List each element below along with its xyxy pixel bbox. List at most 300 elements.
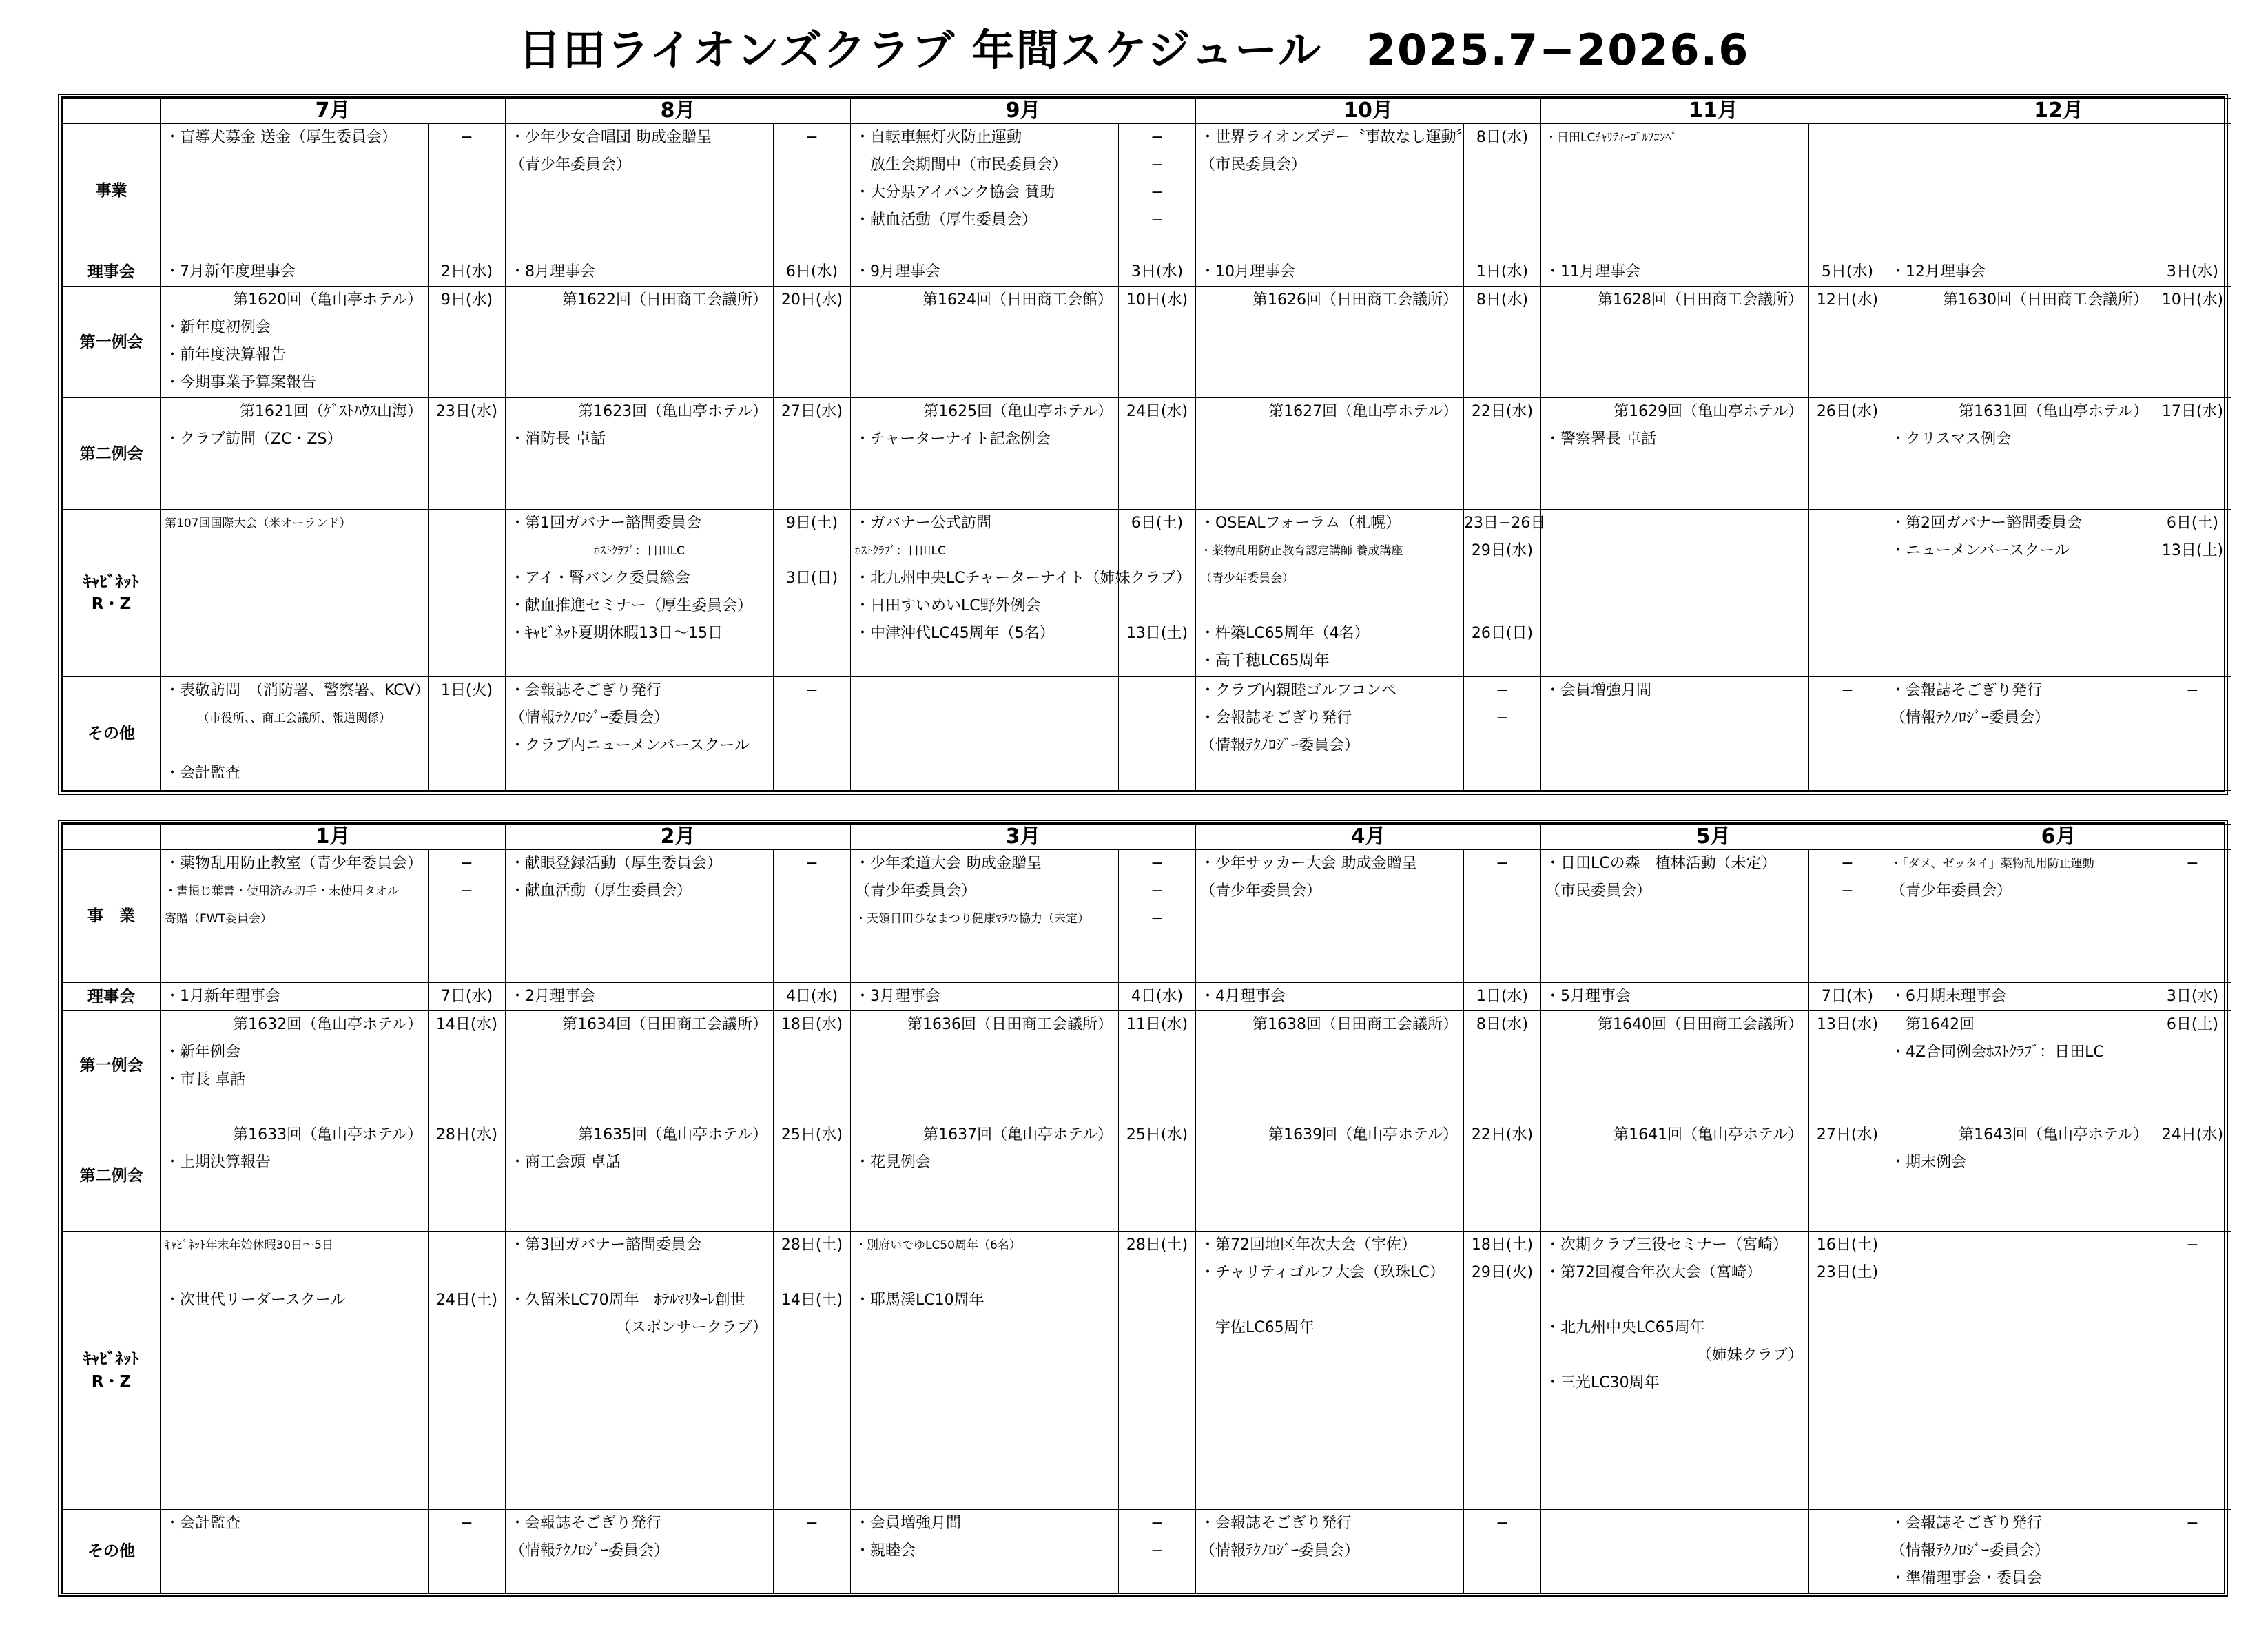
event-date: − xyxy=(805,855,818,872)
event-date xyxy=(429,1259,505,1287)
event-date xyxy=(774,537,850,565)
month-header: 6月 xyxy=(1886,825,2231,850)
date-cell xyxy=(1119,509,1196,676)
event-cell xyxy=(506,258,774,286)
event-date: 9日(水) xyxy=(440,291,493,309)
month-header: 9月 xyxy=(851,99,1196,124)
date-cell xyxy=(1809,1121,1886,1232)
row-header-cabinet: ｷｬﾋﾞﾈｯﾄ R・Z xyxy=(63,509,161,676)
event-cell xyxy=(161,676,429,790)
event-line: ・8月理事会 xyxy=(510,262,595,280)
event-line: （スポンサークラブ） xyxy=(615,1319,767,1336)
event-line: 寄贈（FWT委員会） xyxy=(165,912,272,926)
date-cell xyxy=(1464,676,1541,790)
event-line: （青少年委員会） xyxy=(855,882,977,900)
date-cell xyxy=(1464,287,1541,398)
event-line: ・今期事業予算案報告 xyxy=(165,374,317,392)
event-date: 26日(日) xyxy=(1471,624,1534,642)
event-date: 24日(水) xyxy=(2161,1126,2224,1143)
row-header-reikai-2: 第二例会 xyxy=(63,398,161,509)
event-date: 24日(水) xyxy=(1126,403,1188,421)
event-cell xyxy=(1886,1510,2154,1593)
event-cell xyxy=(851,850,1119,983)
event-line: ・日田すいめいLC野外例会 xyxy=(855,597,1041,614)
event-line: ・新年例会 xyxy=(165,1044,241,1061)
date-cell xyxy=(1464,124,1541,258)
event-line: （情報ﾃｸﾉﾛｼﾞｰ委員会） xyxy=(510,1542,670,1559)
event-line: 第1623回（亀山亭ホテル） xyxy=(578,403,767,421)
date-cell xyxy=(774,983,851,1011)
date-cell xyxy=(1119,124,1196,258)
row-header-reikai-1: 第一例会 xyxy=(63,1011,161,1121)
date-cell xyxy=(1464,1121,1541,1232)
event-line: ・会員増強月間 xyxy=(855,1515,962,1532)
event-line: 第1634回（日田商工会議所） xyxy=(562,1016,767,1033)
event-date: 20日(水) xyxy=(781,291,843,309)
event-date: − xyxy=(2186,1515,2199,1532)
date-cell xyxy=(1119,1121,1196,1232)
event-date: 1日(水) xyxy=(1476,262,1529,280)
event-cell xyxy=(506,676,774,790)
event-line: （青少年委員会） xyxy=(510,156,632,174)
event-line: ・書損じ葉書・使用済み切手・未使用タオル xyxy=(165,884,399,898)
event-line: （情報ﾃｸﾉﾛｼﾞｰ委員会） xyxy=(1200,736,1360,754)
event-date: 7日(木) xyxy=(1821,988,1874,1005)
event-date: 10日(水) xyxy=(2161,291,2224,309)
date-cell xyxy=(1464,398,1541,509)
event-date: 7日(水) xyxy=(440,988,493,1005)
event-date: − xyxy=(1496,681,1509,699)
event-cell xyxy=(1886,983,2154,1011)
event-date: 22日(水) xyxy=(1471,403,1534,421)
event-line: ・準備理事会・委員会 xyxy=(1890,1570,2043,1587)
event-date: 25日(水) xyxy=(1126,1126,1188,1143)
date-cell xyxy=(1119,1232,1196,1510)
event-line: （情報ﾃｸﾉﾛｼﾞｰ委員会） xyxy=(1200,1542,1360,1559)
event-line xyxy=(851,1259,1118,1287)
event-date: − xyxy=(805,681,818,699)
date-cell xyxy=(1119,850,1196,983)
event-date: − xyxy=(1151,129,1164,147)
event-date: 11日(水) xyxy=(1126,1016,1188,1033)
event-date: 23日−26日 xyxy=(1464,514,1546,532)
event-date: − xyxy=(2186,681,2199,699)
month-header: 5月 xyxy=(1541,825,1886,850)
date-cell xyxy=(774,258,851,286)
event-line: ・薬物乱用防止教室（青少年委員会） xyxy=(165,855,423,872)
event-line: ・2月理事会 xyxy=(510,988,595,1005)
month-header: 8月 xyxy=(506,99,851,124)
event-cell xyxy=(851,258,1119,286)
event-cell xyxy=(1196,287,1464,398)
event-line xyxy=(161,1259,428,1287)
event-line: ・消防長 卓話 xyxy=(510,431,606,448)
event-date: − xyxy=(460,1515,473,1532)
event-line: ・日田LCの森 植林活動（未定） xyxy=(1545,855,1777,872)
event-line: ・アイ・腎バンク委員総会 xyxy=(510,569,690,587)
date-cell xyxy=(2154,509,2231,676)
event-line: ・12月理事会 xyxy=(1890,262,1986,280)
event-line: ・ニューメンバースクール xyxy=(1890,541,2070,559)
date-cell xyxy=(774,1510,851,1593)
event-date: − xyxy=(1151,882,1164,900)
date-cell xyxy=(2154,1510,2231,1593)
event-date: − xyxy=(1151,184,1164,202)
date-cell xyxy=(2154,983,2231,1011)
event-cell xyxy=(506,983,774,1011)
date-cell xyxy=(1119,287,1196,398)
event-date: − xyxy=(1496,709,1509,727)
event-date: 1日(火) xyxy=(440,681,493,699)
date-cell xyxy=(774,398,851,509)
event-date: 2日(水) xyxy=(440,262,493,280)
event-cell xyxy=(1196,1510,1464,1593)
event-line: ・会報誌そごぎり発行 xyxy=(1200,709,1352,727)
event-cell xyxy=(1196,1232,1464,1510)
month-header: 12月 xyxy=(1886,99,2231,124)
month-header: 11月 xyxy=(1541,99,1886,124)
event-line: ・4月理事会 xyxy=(1200,988,1286,1005)
date-cell xyxy=(1119,398,1196,509)
event-cell xyxy=(1196,850,1464,983)
event-line: 第1626回（日田商工会議所） xyxy=(1252,291,1458,309)
date-cell xyxy=(1809,983,1886,1011)
event-date: 29日(火) xyxy=(1471,1264,1534,1281)
event-line: ・ガバナー公式訪問 xyxy=(855,514,992,532)
event-line: 第1635回（亀山亭ホテル） xyxy=(578,1126,767,1143)
event-date: 17日(水) xyxy=(2161,403,2224,421)
event-cell xyxy=(161,850,429,983)
date-cell xyxy=(2154,258,2231,286)
event-date: − xyxy=(1841,681,1854,699)
event-cell xyxy=(1541,1011,1809,1121)
event-line: （姉妹クラブ） xyxy=(1696,1347,1803,1364)
event-date: − xyxy=(805,1515,818,1532)
event-line: ・世界ライオンズデー〝事故なし運動〞 xyxy=(1200,129,1472,147)
date-cell xyxy=(429,1011,506,1121)
event-line: ・親睦会 xyxy=(855,1542,916,1559)
event-line: 第1638回（日田商工会議所） xyxy=(1252,1016,1458,1033)
event-date: 10日(水) xyxy=(1126,291,1188,309)
event-line: ・会員増強月間 xyxy=(1545,681,1652,699)
event-line xyxy=(506,1259,773,1287)
event-line xyxy=(1541,1287,1808,1314)
event-cell xyxy=(1541,983,1809,1011)
event-line: ・6月期末理事会 xyxy=(1890,988,2006,1005)
event-cell xyxy=(161,1510,429,1593)
event-date: 14日(水) xyxy=(435,1016,498,1033)
event-line xyxy=(161,732,428,760)
event-line: ・杵築LC65周年（4名） xyxy=(1200,624,1370,642)
event-date: 6日(土) xyxy=(2166,1016,2219,1033)
event-line: （市民委員会） xyxy=(1545,882,1652,900)
event-date: 8日(水) xyxy=(1476,129,1529,147)
event-date: − xyxy=(1151,211,1164,229)
event-date: 13日(土) xyxy=(2161,541,2224,559)
event-line: （情報ﾃｸﾉﾛｼﾞｰ委員会） xyxy=(1890,1542,2050,1559)
event-date: 3日(水) xyxy=(1131,262,1184,280)
event-date: − xyxy=(2186,1236,2199,1254)
date-cell xyxy=(2154,676,2231,790)
date-cell xyxy=(1809,287,1886,398)
event-line: （情報ﾃｸﾉﾛｼﾞｰ委員会） xyxy=(510,709,670,727)
event-cell xyxy=(1541,287,1809,398)
event-line: 放生会期間中（市民委員会） xyxy=(855,156,1068,174)
event-line: ・会報誌そごぎり発行 xyxy=(510,681,662,699)
event-line: 第1632回（亀山亭ホテル） xyxy=(233,1016,422,1033)
event-line: ・少年柔道大会 助成金贈呈 xyxy=(855,855,1042,872)
event-line: ・献眼登録活動（厚生委員会） xyxy=(510,855,723,872)
event-line: ・天領日田ひなまつり健康ﾏﾗｿﾝ協力（未定） xyxy=(855,912,1089,926)
event-line: ・9月理事会 xyxy=(855,262,940,280)
event-line: ・三光LC30周年 xyxy=(1545,1374,1660,1391)
event-line: （情報ﾃｸﾉﾛｼﾞｰ委員会） xyxy=(1890,709,2050,727)
event-cell xyxy=(1886,398,2154,509)
event-line: ・会報誌そごぎり発行 xyxy=(510,1515,662,1532)
event-date xyxy=(1119,537,1195,565)
date-cell xyxy=(1119,1011,1196,1121)
month-header: 3月 xyxy=(851,825,1196,850)
event-date: 9日(土) xyxy=(785,514,838,532)
event-line: ・献血推進セミナー（厚生委員会） xyxy=(510,597,753,614)
date-cell xyxy=(429,509,506,676)
corner-cell xyxy=(63,99,161,124)
row-header-rijikai: 理事会 xyxy=(63,983,161,1011)
event-line: 第1636回（日田商工会議所） xyxy=(907,1016,1113,1033)
event-line: 第107回国際大会（米オーランド） xyxy=(165,516,351,530)
date-cell xyxy=(2154,398,2231,509)
row-header-rijikai: 理事会 xyxy=(63,258,161,286)
date-cell xyxy=(1809,1011,1886,1121)
event-date: − xyxy=(1151,855,1164,872)
event-cell xyxy=(1886,509,2154,676)
date-cell xyxy=(774,676,851,790)
event-cell xyxy=(1541,1121,1809,1232)
month-header: 10月 xyxy=(1196,99,1541,124)
date-cell xyxy=(774,850,851,983)
event-cell xyxy=(506,850,774,983)
event-line: ・クラブ内ニューメンバースクール xyxy=(510,736,750,754)
event-cell xyxy=(506,1510,774,1593)
event-cell xyxy=(1886,124,2154,258)
event-date: − xyxy=(1151,1515,1164,1532)
event-cell xyxy=(1541,850,1809,983)
event-date xyxy=(1464,592,1540,620)
event-line: ・盲導犬募金 送金（厚生委員会） xyxy=(165,129,397,147)
date-cell xyxy=(1464,1011,1541,1121)
event-date: − xyxy=(1151,1542,1164,1559)
event-line: ・表敬訪問 （消防署、警察署、KCV） xyxy=(165,681,430,699)
event-cell xyxy=(851,124,1119,258)
event-line: ・「ダメ、ゼッタイ」薬物乱用防止運動 xyxy=(1890,857,2094,871)
date-cell xyxy=(429,676,506,790)
event-line: ・次世代リーダースクール xyxy=(165,1292,346,1309)
event-date: 6日(土) xyxy=(2166,514,2219,532)
event-line: ・会報誌そごぎり発行 xyxy=(1200,1515,1352,1532)
date-cell xyxy=(1809,509,1886,676)
month-header: 2月 xyxy=(506,825,851,850)
event-cell xyxy=(161,1011,429,1121)
event-cell xyxy=(1541,1232,1809,1510)
event-line: ・ｷｬﾋﾞﾈｯﾄ夏期休暇13日～15日 xyxy=(510,624,723,642)
date-cell xyxy=(774,124,851,258)
event-date xyxy=(429,1232,505,1259)
event-line: 第1643回（亀山亭ホテル） xyxy=(1959,1126,2148,1143)
date-cell xyxy=(1464,850,1541,983)
event-line: 第1637回（亀山亭ホテル） xyxy=(923,1126,1113,1143)
event-line: ・クリスマス例会 xyxy=(1890,431,2012,448)
event-line: ・第72回複合年次大会（宮崎） xyxy=(1545,1264,1762,1281)
event-line: ・商工会頭 卓話 xyxy=(510,1154,621,1171)
event-line: ・クラブ訪問（ZC・ZS） xyxy=(165,431,342,448)
event-line: ・チャーターナイト記念例会 xyxy=(855,431,1051,448)
event-line: ・新年度初例会 xyxy=(165,319,271,337)
date-cell xyxy=(1464,509,1546,676)
date-cell xyxy=(429,983,506,1011)
event-date: 29日(水) xyxy=(1471,541,1534,559)
event-cell xyxy=(1196,509,1464,676)
event-date: 6日(水) xyxy=(785,262,838,280)
event-line: ・第3回ガバナー諮問委員会 xyxy=(510,1236,701,1254)
event-date: − xyxy=(1151,910,1164,927)
event-line xyxy=(1196,1287,1463,1314)
event-date: 13日(土) xyxy=(1126,624,1188,642)
date-cell xyxy=(429,1510,506,1593)
date-cell xyxy=(1119,983,1196,1011)
date-cell xyxy=(1464,1510,1541,1593)
event-line: 第1642回 xyxy=(1890,1016,1975,1033)
row-header-reikai-1: 第一例会 xyxy=(63,287,161,398)
date-cell xyxy=(2154,850,2231,983)
event-date: 28日(土) xyxy=(1126,1236,1188,1254)
event-cell xyxy=(506,1232,774,1510)
event-cell xyxy=(1541,258,1809,286)
event-line: ・北九州中央LCチャーターナイト（姉妹クラブ） xyxy=(855,569,1191,587)
date-cell xyxy=(2154,1232,2231,1510)
event-cell xyxy=(161,1232,429,1510)
event-cell xyxy=(851,398,1119,509)
event-line: ・日田LCﾁｬﾘﾃｨｰｺﾞﾙﾌｺﾝﾍﾟ xyxy=(1545,131,1678,145)
row-header-other: その他 xyxy=(63,676,161,790)
event-line: ・会報誌そごぎり発行 xyxy=(1890,681,2043,699)
event-line: ・第72回地区年次大会（宇佐） xyxy=(1200,1236,1416,1254)
event-line: ・会計監査 xyxy=(165,764,241,782)
event-line: ・10月理事会 xyxy=(1200,262,1295,280)
event-line: ・大分県アイバンク協会 賛助 xyxy=(855,184,1055,202)
event-line: ・上期決算報告 xyxy=(165,1154,271,1171)
event-cell xyxy=(851,1011,1119,1121)
event-date: 27日(水) xyxy=(781,403,843,421)
date-cell xyxy=(1464,983,1541,1011)
event-date: 28日(土) xyxy=(781,1236,843,1254)
event-line: （青少年委員会） xyxy=(1200,571,1294,585)
row-header-other: その他 xyxy=(63,1510,161,1593)
event-date: 24日(土) xyxy=(435,1292,498,1309)
event-cell xyxy=(1541,509,1809,676)
event-date: 23日(土) xyxy=(1816,1264,1879,1281)
schedule-table-jan-jun xyxy=(58,820,2228,1597)
date-cell xyxy=(1809,258,1886,286)
event-cell xyxy=(1541,124,1809,258)
event-line: 第1630回（日田商工会議所） xyxy=(1943,291,2148,309)
date-cell xyxy=(1809,398,1886,509)
event-date: 18日(土) xyxy=(1471,1236,1534,1254)
event-line: ・耶馬渓LC10周年 xyxy=(855,1292,984,1309)
event-cell xyxy=(1196,398,1464,509)
event-date xyxy=(1464,565,1540,592)
date-cell xyxy=(429,398,506,509)
event-date: 8日(水) xyxy=(1476,1016,1529,1033)
event-line: ・少年サッカー大会 助成金贈呈 xyxy=(1200,855,1417,872)
event-line: 第1620回（亀山亭ホテル） xyxy=(233,291,422,309)
date-cell xyxy=(1119,1510,1196,1593)
event-date: 8日(水) xyxy=(1476,291,1529,309)
event-cell xyxy=(1541,676,1809,790)
event-line: ・クラブ内親睦ゴルフコンペ xyxy=(1200,681,1396,699)
event-line: ・少年少女合唱団 助成金贈呈 xyxy=(510,129,712,147)
event-cell xyxy=(1196,124,1472,258)
date-cell xyxy=(429,1232,506,1510)
event-date: 12日(水) xyxy=(1816,291,1879,309)
event-line: ・薬物乱用防止教育認定講師 養成講座 xyxy=(1200,543,1403,558)
event-date: 3日(水) xyxy=(2166,262,2219,280)
event-date: 4日(水) xyxy=(785,988,838,1005)
event-cell xyxy=(851,983,1119,1011)
event-line: ・5月理事会 xyxy=(1545,988,1631,1005)
event-line: ・北九州中央LC65周年 xyxy=(1545,1319,1705,1336)
event-date: 14日(土) xyxy=(781,1292,843,1309)
row-header-jigyo: 事 業 xyxy=(63,850,161,983)
event-date: 28日(水) xyxy=(435,1126,498,1143)
event-date: − xyxy=(805,129,818,147)
date-cell xyxy=(2154,1121,2231,1232)
event-line: 第1625回（亀山亭ホテル） xyxy=(923,403,1113,421)
event-line: ・3月理事会 xyxy=(855,988,940,1005)
event-cell xyxy=(506,509,774,676)
event-cell xyxy=(506,398,774,509)
date-cell xyxy=(774,287,851,398)
event-line: 第1633回（亀山亭ホテル） xyxy=(233,1126,422,1143)
event-line: 第1622回（日田商工会議所） xyxy=(562,291,767,309)
event-line: ・別府いでゆLC50周年（6名） xyxy=(855,1238,1021,1252)
event-date: − xyxy=(1151,156,1164,174)
row-header-reikai-2: 第二例会 xyxy=(63,1121,161,1232)
event-date: − xyxy=(460,855,473,872)
month-header: 1月 xyxy=(161,825,506,850)
row-header-jigyo: 事業 xyxy=(63,124,161,258)
event-cell xyxy=(851,1121,1119,1232)
event-date: 26日(水) xyxy=(1816,403,1879,421)
month-header: 7月 xyxy=(161,99,506,124)
event-line: ・次期クラブ三役セミナー（宮崎） xyxy=(1545,1236,1788,1254)
event-line: ・会報誌そごぎり発行 xyxy=(1890,1515,2043,1532)
event-date: 4日(水) xyxy=(1131,988,1184,1005)
event-date: 13日(水) xyxy=(1816,1016,1879,1033)
event-cell xyxy=(161,398,429,509)
event-line: ・第2回ガバナー諮問委員会 xyxy=(1890,514,2082,532)
event-line: ・前年度決算報告 xyxy=(165,346,287,364)
event-date: − xyxy=(460,129,473,147)
corner-cell xyxy=(63,825,161,850)
date-cell xyxy=(774,1121,851,1232)
date-cell xyxy=(2154,287,2231,398)
event-line: ・献血活動（厚生委員会） xyxy=(510,882,692,900)
event-cell xyxy=(1886,287,2154,398)
event-line: ﾎｽﾄｸﾗﾌﾞ：日田LC xyxy=(855,543,946,558)
date-cell xyxy=(1119,676,1196,790)
date-cell xyxy=(429,287,506,398)
event-date: 23日(水) xyxy=(435,403,498,421)
